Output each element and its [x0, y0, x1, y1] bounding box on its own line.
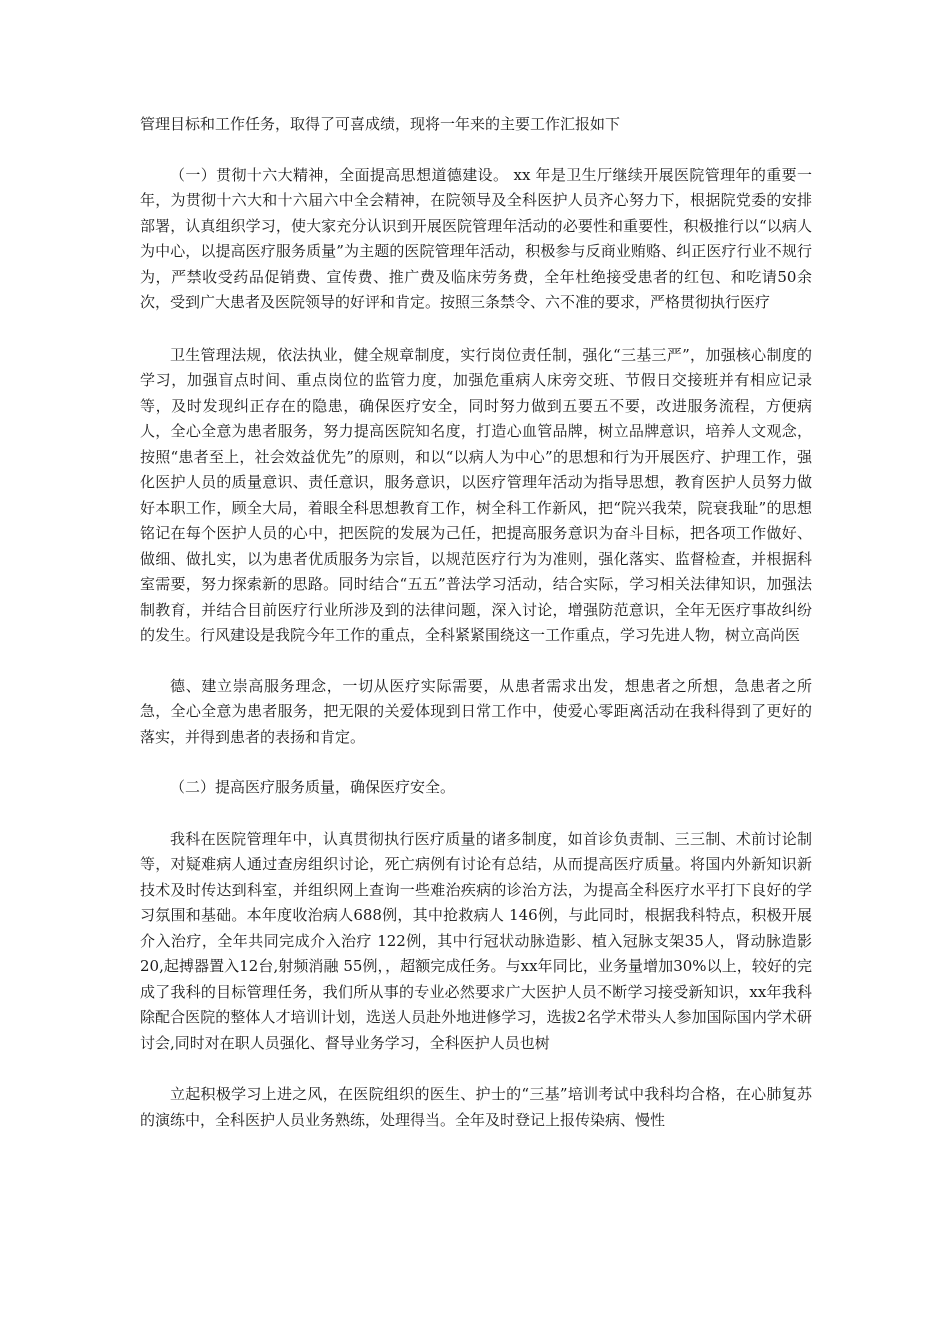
- paragraph-section-one: （一）贯彻十六大精神，全面提高思想道德建设。 xx 年是卫生厅继续开展医院管理年的重要一年，为贯彻十六大和十六届六中全会精神，在院领导及全科医护人员齐心努力下，根据院党委的安排部署，认真组织学习，使大家充分认识到开展医院管理年活动的必要性和重要性，积极推行以“以病人为中心，以提高医疗服务质量”为主题的医院管理年活动，积极参与反商业贿赂、纠正医疗行业不规行为，严禁收受药品促销费、宣传费、推广费及临床劳务费，全年杜绝接受患者的红包、和吃请50余次，受到广大患者及医院领导的好评和肯定。按照三条禁令、六不准的要求，严格贯彻执行医疗: [140, 165, 812, 311]
- paragraph-training: 立起积极学习上进之风，在医院组织的医生、护士的“三基”培训考试中我科均合格，在心肺复苏的演练中，全科医护人员业务熟练，处理得当。全年及时登记上报传染病、慢性: [140, 1085, 812, 1129]
- section-heading-two: （二）提高医疗服务质量，确保医疗安全。: [170, 778, 456, 796]
- paragraph-intro: 管理目标和工作任务，取得了可喜成绩，现将一年来的主要工作汇报如下: [140, 115, 621, 133]
- paragraph-quality: 我科在医院管理年中，认真贯彻执行医疗质量的诸多制度，如首诊负责制、三三制、术前讨论制等，对疑难病人通过查房组织讨论，死亡病例有讨论有总结，从而提高医疗质量。将国内外新知识新技术及时传达到科室，并组织网上查询一些难治疾病的诊治方法，为提高全科医疗水平打下良好的学习氛围和基础。本年度收治病人688例，其中抢救病人 146例，与此同时，根据我科特点，积极开展介入治疗，全年共同完成介入治疗 122例，其中行冠状动脉造影、植入冠脉支架35人，肾动脉造影20,起搏器置入12台,射频消融 55例，，超额完成任务。与xx年同比，业务量增加30%以上，较好的完成了我科的目标管理任务，我们所从事的专业必然要求广大医护人员不断学习接受新知识，xx年我科除配合医院的整体人才培训计划，选送人员赴外地进修学习，选拔2名学术带头人参加国际国内学术研讨会,同时对在职人员强化、督导业务学习，全科医护人员也树: [140, 829, 812, 1052]
- document-body: [140, 112, 812, 1133]
- paragraph-regulations: 卫生管理法规，依法执业，健全规章制度，实行岗位责任制，强化“三基三严”，加强核心制度的学习，加强盲点时间、重点岗位的监管力度，加强危重病人床旁交班、节假日交接班并有相应记录等，及时发现纠正存在的隐患，确保医疗安全，同时努力做到五要五不要，改进服务流程，方便病人，全心全意为患者服务，努力提高医院知名度，打造心血管品牌，树立品牌意识，培养人文观念，按照“患者至上，社会效益优先”的原则，和以“以病人为中心”的思想和行为开展医疗、护理工作，强化医护人员的质量意识、责任意识，服务意识，以医疗管理年活动为指导思想，教育医护人员努力做好本职工作，顾全大局，着眼全科思想教育工作，树全科工作新风，把“院兴我荣，院衰我耻”的思想铭记在每个医护人员的心中，把医院的发展为己任，把提高服务意识为奋斗目标，把各项工作做好、做细、做扎实，以为患者优质服务为宗旨，以规范医疗行为为准则，强化落实、监督检查，并根据科室需要，努力探索新的思路。同时结合“五五”普法学习活动，结合实际，学习相关法律知识，加强法制教育，并结合目前医疗行业所涉及到的法律问题，深入讨论，增强防范意识，全年无医疗事故纠纷的发生。行风建设是我院今年工作的重点，全科紧紧围绕这一工作重点，学习先进人物，树立高尚医: [140, 345, 812, 644]
- paragraph-service-ethics: 德、建立崇高服务理念，一切从医疗实际需要，从患者需求出发，想患者之所想，急患者之所急，全心全意为患者服务，把无限的关爱体现到日常工作中，使爱心零距离活动在我科得到了更好的落实，并得到患者的表扬和肯定。: [140, 676, 812, 746]
